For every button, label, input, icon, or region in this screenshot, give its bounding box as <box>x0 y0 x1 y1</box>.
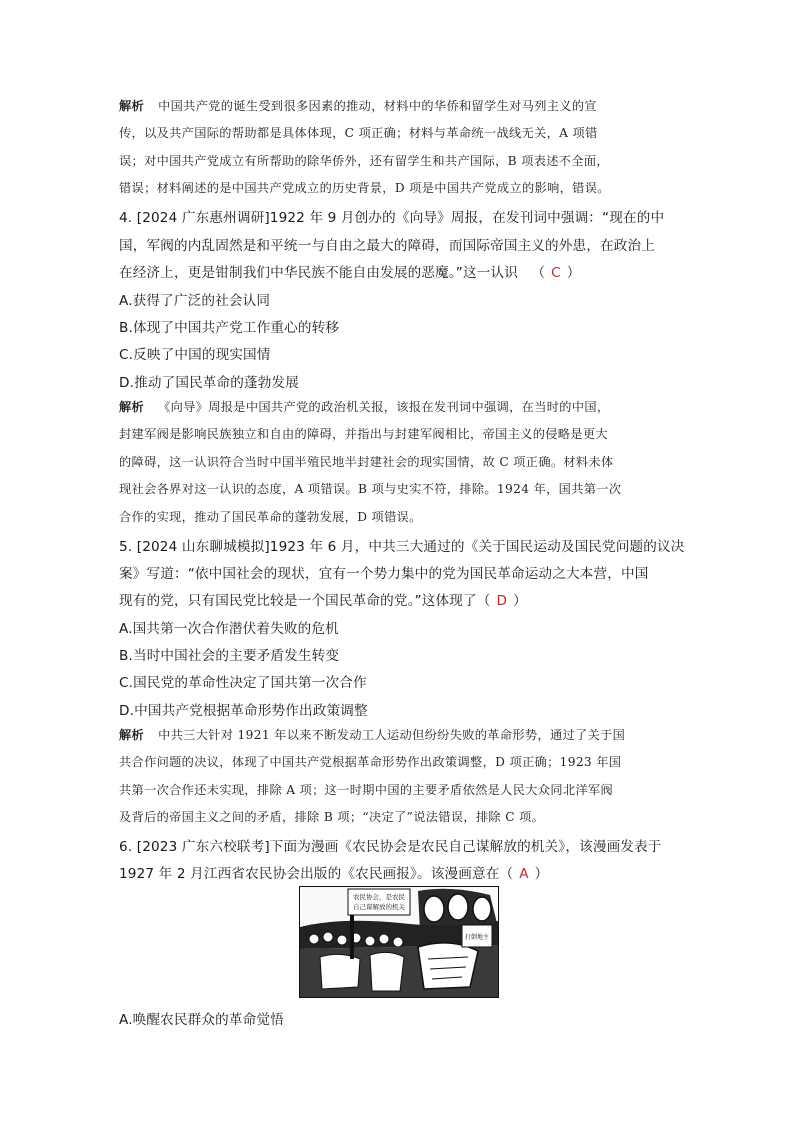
option-q5-d: D.中国共产党根据革命形势作出政策调整 <box>119 703 368 719</box>
option-q4-a: A.获得了广泛的社会认同 <box>119 293 271 309</box>
explanation-q4-line-1: 解析 《向导》周报是中国共产党的政治机关报，该报在发刊词中强调，在当时的中国， <box>119 400 610 414</box>
explanation-q3-line-2: 传，以及共产国际的帮助都是具体体现，C 项正确；材料与革命统一战线无关，A 项错 <box>119 126 598 140</box>
question-6-line-2: 1927 年 2 月江西省农民协会出版的《农民画报》。该漫画意在（ A ） <box>119 866 549 882</box>
explanation-q3-line-3: 误；对中国共产党成立有所帮助的除华侨外，还有留学生和共产国际，B 项表述不全面， <box>119 154 609 168</box>
explanation-q5-line-4: 及背后的帝国主义之间的矛盾，排除 B 项；“决定了”说法错误，排除 C 项。 <box>119 810 545 824</box>
cartoon-image <box>299 886 499 998</box>
option-q5-a: A.国共第一次合作潜伏着失败的危机 <box>119 621 339 637</box>
answer-q5: D <box>496 593 508 609</box>
question-4-line-1: 4. [2024 广东惠州调研]1922 年 9 月创办的《向导》周报，在发刊词中强调：“现在的中 <box>119 210 665 226</box>
question-4-line-2: 国，军阀的内乱固然是和平统一与自由之最大的障碍，而国际帝国主义的外患，在政治上 <box>119 238 656 254</box>
question-5-line-3: 现有的党，只有国民党比较是一个国民革命的党。”这体现了（ D ） <box>119 593 527 609</box>
cartoon-caption-line-1: 农民协会，是农民 <box>353 893 405 901</box>
explanation-q3-line-4: 错误；材料阐述的是中国共产党成立的历史背景，D 项是中国共产党成立的影响，错误。 <box>119 181 610 195</box>
answer-q4: C <box>551 265 561 281</box>
explanation-label: 解析 <box>119 99 145 113</box>
explanation-label: 解析 <box>119 400 145 414</box>
cartoon-illustration <box>300 887 498 997</box>
option-q4-b: B.体现了中国共产党工作重心的转移 <box>119 320 340 336</box>
explanation-label: 解析 <box>119 728 145 742</box>
option-q5-b: B.当时中国社会的主要矛盾发生转变 <box>119 648 340 664</box>
cartoon-caption-line-2: 自己谋解放的机关 <box>353 903 405 911</box>
explanation-q4-line-5: 合作的实现，推动了国民革命的蓬勃发展，D 项错误。 <box>119 510 422 524</box>
option-q5-c: C.国民党的革命性决定了国共第一次合作 <box>119 675 367 691</box>
question-6-line-1: 6. [2023 广东六校联考]下面为漫画《农民协会是农民自己谋解放的机关》，该漫画发表于 <box>119 839 662 855</box>
explanation-q3-line-1: 解析 中国共产党的诞生受到很多因素的推动，材料中的华侨和留学生对马列主义的宣 <box>119 99 597 113</box>
explanation-q4-line-2: 封建军阀是影响民族独立和自由的障碍，并指出与封建军阀相比，帝国主义的侵略是更大 <box>119 427 608 441</box>
question-4-line-3: 在经济上，更是钳制我们中华民族不能自由发展的恶魔。”这一认识 （ C ） <box>119 265 581 281</box>
explanation-q4-line-3: 的障碍，这一认识符合当时中国半殖民地半封建社会的现实国情，故 C 项正确。材料未体 <box>119 455 614 469</box>
option-q6-a: A.唤醒农民群众的革命觉悟 <box>119 1012 284 1028</box>
option-q4-c: C.反映了中国的现实国情 <box>119 347 271 363</box>
explanation-q4-line-4: 现社会各界对这一认识的态度，A 项错误。B 项与史实不符，排除。1924 年，国共第一次 <box>119 482 622 496</box>
cartoon-sign-text: 打倒地主 <box>464 934 490 941</box>
option-q4-d: D.推动了国民革命的蓬勃发展 <box>119 375 300 391</box>
question-5-line-1: 5. [2024 山东聊城模拟]1923 年 6 月，中共三大通过的《关于国民运动及国民党问题的议决 <box>119 539 685 555</box>
explanation-q5-line-1: 解析 中共三大针对 1921 年以来不断发动工人运动但纷纷失败的革命形势，通过了关于国 <box>119 728 626 742</box>
explanation-q5-line-3: 共第一次合作还未实现，排除 A 项；这一时期中国的主要矛盾依然是人民大众同北洋军阀 <box>119 783 614 797</box>
question-5-line-2: 案》写道：“依中国社会的现状，宜有一个势力集中的党为国民革命运动之大本营，中国 <box>119 566 649 582</box>
answer-q6: A <box>519 866 529 882</box>
explanation-q5-line-2: 共合作问题的决议，体现了中国共产党根据革命形势作出政策调整，D 项正确；1923 年国 <box>119 755 622 769</box>
